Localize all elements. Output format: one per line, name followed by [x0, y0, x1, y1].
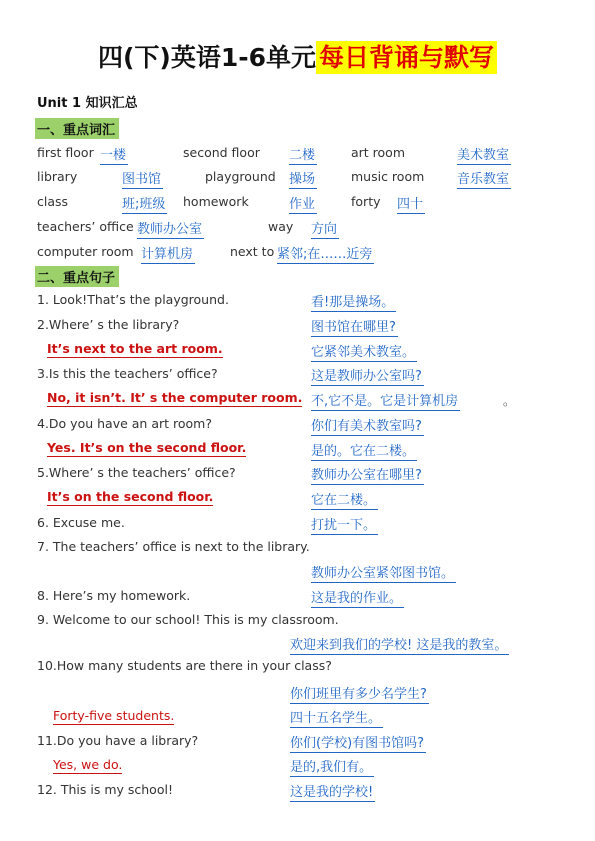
sentence-en: 4.Do you have an art room?: [37, 416, 212, 431]
answer-en: No, it isn’t. It’ s the computer room.: [47, 390, 303, 405]
sentence-cn: 你们(学校)有图书馆吗?: [290, 732, 426, 753]
sentence-en: 1. Look!That’s the playground.: [37, 292, 229, 307]
vocab-cn: 操场: [289, 168, 317, 189]
sentence-cn: 四十五名学生。: [290, 707, 383, 728]
vocab-en: art room: [351, 145, 406, 160]
sentence-cn: 你们有美术教室吗?: [311, 415, 424, 436]
trailing-period: 。: [503, 393, 516, 408]
sentence-en: 7. The teachers’ office is next to the library.: [37, 539, 310, 554]
vocab-en: way: [268, 219, 294, 234]
title-highlight: 每日背诵与默写: [316, 41, 497, 74]
vocab-en: playground: [205, 169, 276, 184]
sentence-en: 3.Is this the teachers’ office?: [37, 366, 218, 381]
sentence-cn: 教师办公室在哪里?: [311, 464, 424, 485]
sentence-cn: 这是我的学校!: [290, 781, 375, 802]
sentence-cn: 它在二楼。: [311, 489, 378, 510]
sentence-cn: 欢迎来到我们的学校! 这是我的教室。: [290, 634, 509, 655]
sentence-cn: 你们班里有多少名学生?: [290, 683, 429, 704]
sentence-cn: 是的。它在二楼。: [311, 440, 417, 461]
vocab-cn: 一楼: [100, 144, 128, 165]
vocab-en: computer room: [37, 244, 134, 259]
vocab-en: teachers’ office: [37, 219, 134, 234]
vocab-cn: 班;班级: [122, 193, 167, 214]
vocab-cn: 方向: [311, 218, 339, 239]
vocab-en: music room: [351, 169, 425, 184]
vocab-en: forty: [351, 194, 381, 209]
sentence-en: 6. Excuse me.: [37, 515, 125, 530]
sentence-en: 2.Where’ s the library?: [37, 317, 180, 332]
vocab-en: homework: [183, 194, 249, 209]
sentence-cn: 图书馆在哪里?: [311, 316, 398, 337]
sentence-cn: 它紧邻美术教室。: [311, 341, 417, 362]
sentence-cn: 不,它不是。它是计算机房: [311, 390, 460, 411]
sentence-cn: 看!那是操场。: [311, 291, 396, 312]
vocab-cn: 紧邻;在……近旁: [277, 243, 374, 264]
vocab-cn: 四十: [397, 193, 425, 214]
sentence-cn: 教师办公室紧邻图书馆。: [311, 562, 456, 583]
vocab-cn: 计算机房: [141, 243, 195, 264]
vocab-cn: 作业: [289, 193, 317, 214]
sentence-en: 8. Here’s my homework.: [37, 588, 191, 603]
vocab-en: first floor: [37, 145, 94, 160]
vocab-cn: 音乐教室: [457, 168, 511, 189]
answer-en: Forty-five students.: [53, 708, 175, 723]
answer-en: It’s on the second floor.: [47, 489, 214, 504]
sentence-cn: 这是教师办公室吗?: [311, 365, 424, 386]
sentence-en: 9. Welcome to our school! This is my classroom.: [37, 612, 339, 627]
section-vocab-heading: 一、重点词汇: [35, 118, 119, 139]
page-title: [0, 38, 595, 74]
vocab-cn: 教师办公室: [137, 218, 204, 239]
sentence-cn: 这是我的作业。: [311, 587, 404, 608]
vocab-cn: 图书馆: [122, 168, 163, 189]
answer-en: It’s next to the art room.: [47, 341, 223, 356]
sentence-en: 10.How many students are there in your class?: [37, 658, 332, 673]
sentence-en: 5.Where’ s the teachers’ office?: [37, 465, 236, 480]
vocab-cn: 二楼: [289, 144, 317, 165]
vocab-cn: 美术教室: [457, 144, 511, 165]
unit-heading: Unit 1 知识汇总: [37, 96, 138, 111]
sentence-en: 11.Do you have a library?: [37, 733, 199, 748]
answer-en: Yes, we do.: [53, 757, 123, 772]
vocab-en: library: [37, 169, 78, 184]
section-sentences-heading: 二、重点句子: [35, 266, 119, 287]
vocab-en: next to: [230, 244, 275, 259]
sentence-cn: 是的,我们有。: [290, 756, 374, 777]
title-prefix: 四(下)英语1-6单元: [97, 43, 316, 72]
vocab-en: class: [37, 194, 69, 209]
sentence-en: 12. This is my school!: [37, 782, 173, 797]
answer-en: Yes. It’s on the second floor.: [47, 440, 247, 455]
sentence-cn: 打扰一下。: [311, 514, 378, 535]
vocab-en: second floor: [183, 145, 260, 160]
